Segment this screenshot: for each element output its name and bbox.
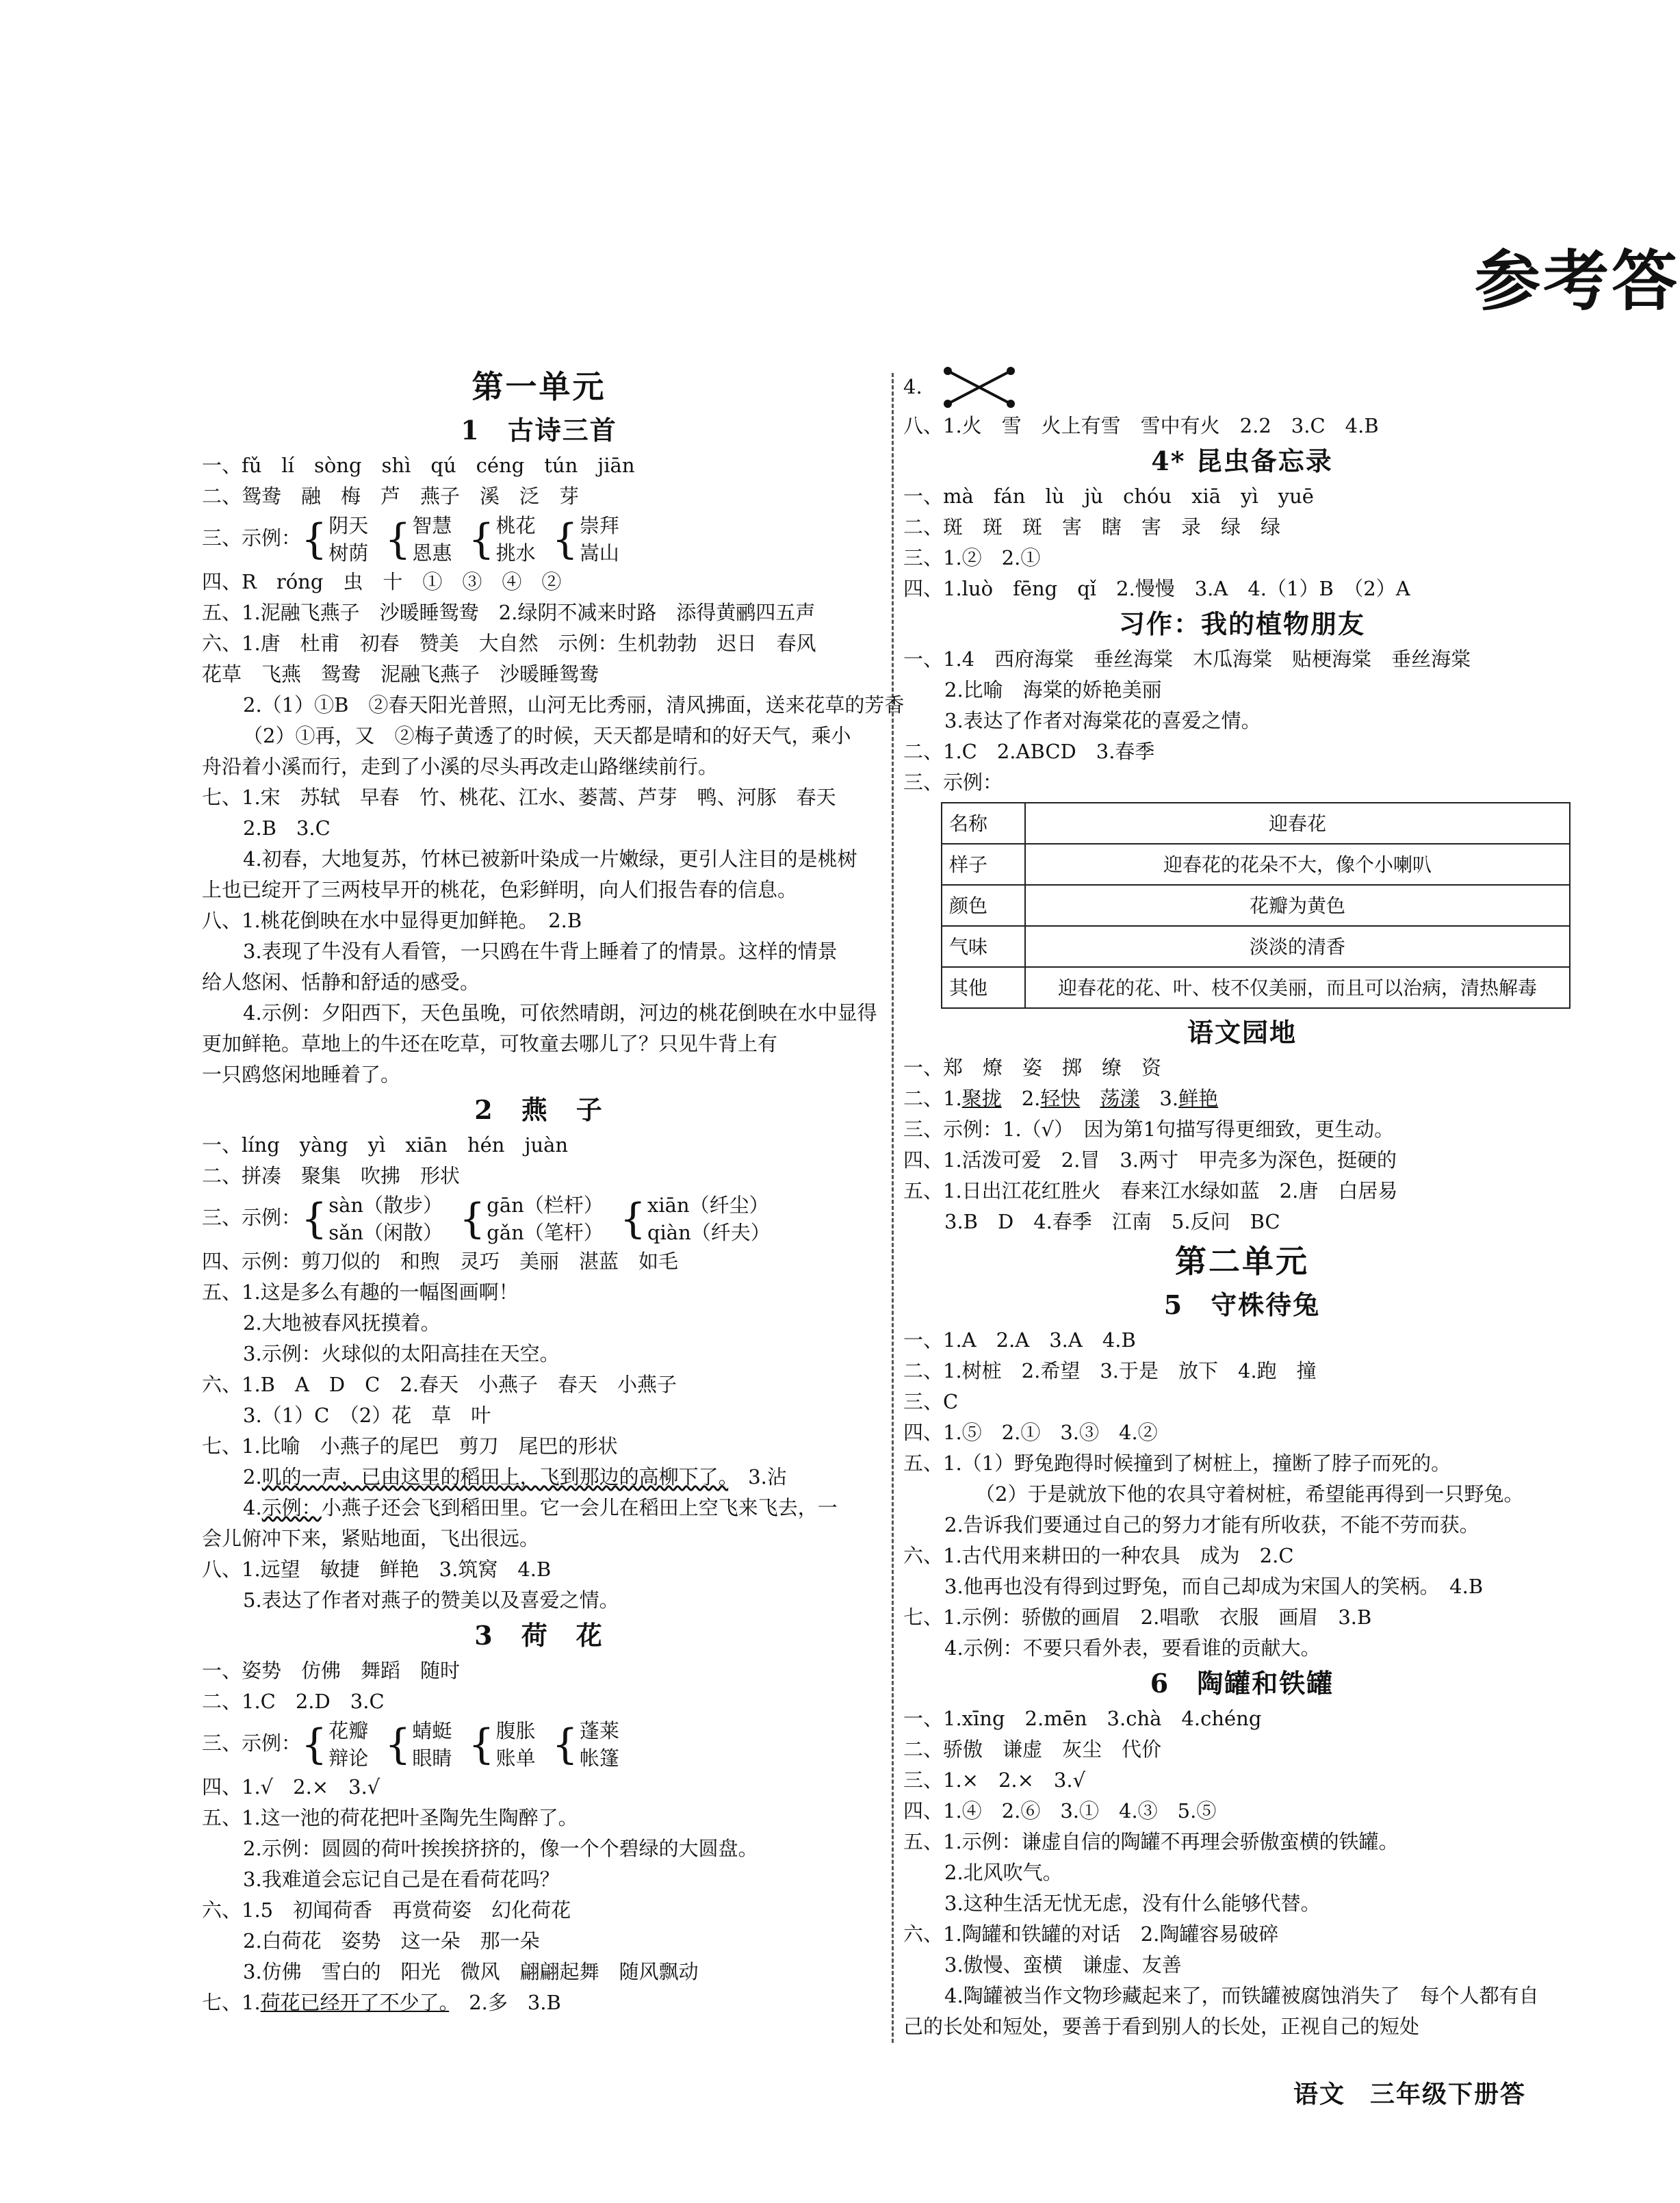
answer-part: 二、1. xyxy=(903,1087,962,1110)
answer-line: 4.初春，大地复苏，竹林已被新叶染成一片嫩绿，更引人注目的是桃树 xyxy=(243,847,857,871)
brace-word: 蜻蜓 xyxy=(412,1719,452,1742)
lesson-heading: 习作：我的植物朋友 xyxy=(1118,608,1365,639)
answer-line: 二、1.C 2.D 3.C xyxy=(202,1690,385,1713)
brace-word: 挑水 xyxy=(495,541,536,565)
answer-line: 一只鸥悠闲地睡着了。 xyxy=(202,1063,401,1086)
answer-line: 五、1.这一池的荷花把叶圣陶先生陶醉了。 xyxy=(202,1806,578,1829)
answer-line: 5.表达了作者对燕子的赞美以及喜爱之情。 xyxy=(243,1588,619,1612)
answer-line: 一、郑 燎 姿 掷 缭 资 xyxy=(903,1056,1162,1079)
answer-line: 六、1.唐 杜甫 初春 赞美 大自然 示例：生机勃勃 迟日 春风 xyxy=(202,632,816,655)
answer-line: 3.表达了作者对海棠花的喜爱之情。 xyxy=(944,709,1261,732)
table-row xyxy=(942,803,1570,844)
answer-line xyxy=(202,1462,876,1493)
answer-line: 二、1.C 2.ABCD 3.春季 xyxy=(903,740,1155,763)
table-value: 淡淡的清香 xyxy=(1025,926,1570,967)
answer-line: 舟沿着小溪而行，走到了小溪的尽头再改走山路继续前行。 xyxy=(202,755,719,778)
brace-word: 恩惠 xyxy=(412,541,452,565)
page-footer xyxy=(1293,2075,1551,2110)
answer-line: 六、1.陶罐和铁罐的对话 2.陶罐容易破碎 xyxy=(903,1922,1279,1946)
brace-group: { 蓬莱 帐篷 xyxy=(552,1717,619,1772)
left-column xyxy=(202,363,905,2018)
table-value: 迎春花 xyxy=(1025,803,1570,844)
answer-line: 三、示例：1.（√） 因为第1句描写得更细致，更生动。 xyxy=(903,1118,1395,1141)
answer-line xyxy=(903,1083,1581,1114)
page-title: 参考答 xyxy=(1475,243,1680,320)
brace-word: 嵩山 xyxy=(579,541,619,565)
column-divider xyxy=(892,373,894,2043)
answer-line: 3.他再也没有得到过野兔，而自己却成为宋国人的笑柄。 4.B xyxy=(944,1575,1484,1598)
answer-line: 五、1.泥融飞燕子 沙暖睡鸳鸯 2.绿阴不减来时路 添得黄鹂四五声 xyxy=(202,601,816,624)
answer-line: 一、姿势 仿佛 舞蹈 随时 xyxy=(202,1659,461,1682)
answer-line: 五、1.日出江花红胜火 春来江水绿如蓝 2.唐 白居易 xyxy=(903,1179,1398,1202)
answer-line: 一、1.4 西府海棠 垂丝海棠 木瓜海棠 贴梗海棠 垂丝海棠 xyxy=(903,647,1471,671)
brace-group: { 智慧 恩惠 xyxy=(385,512,452,567)
answer-line: 一、líng yàng yì xiān hén juàn xyxy=(202,1133,569,1157)
answer-line: 五、1.这是多么有趣的一幅图画啊！ xyxy=(202,1280,519,1304)
wavy-underlined-text: 示例： xyxy=(261,1496,322,1519)
answer-line: 五、1.（1）野兔跑得时候撞到了树桩上，撞断了脖子而死的。 xyxy=(903,1452,1451,1475)
answer-line: 六、1.5 初闻荷香 再赏荷姿 幻化荷花 xyxy=(202,1898,571,1922)
answer-line: 四、1.④ 2.⑥ 3.① 4.③ 5.⑤ xyxy=(903,1799,1217,1822)
footer-grade: 三年级下册答 xyxy=(1370,2080,1527,2109)
answer-line: 二、1.树桩 2.希望 3.于是 放下 4.跑 撞 xyxy=(903,1359,1317,1382)
answer-line: 一、fǔ lí sòng shì qú céng tún jiān xyxy=(202,454,635,477)
lesson-heading: 1 古诗三首 xyxy=(461,415,617,446)
table-row xyxy=(942,885,1570,926)
answer-line: 花草 飞燕 鸳鸯 泥融飞燕子 沙暖睡鸳鸯 xyxy=(202,662,599,686)
answer-line: 3.这种生活无忧无虑，没有什么能够代替。 xyxy=(944,1892,1321,1915)
answer-line-braces xyxy=(202,512,876,567)
underlined-text: 轻快 xyxy=(1040,1087,1081,1110)
brace-word: qiàn（纤夫） xyxy=(647,1221,771,1244)
brace-group: { xiān（纤尘） qiàn（纤夫） xyxy=(620,1191,771,1246)
answer-line: 2.北风吹气。 xyxy=(944,1861,1063,1884)
footer-subject: 语文 xyxy=(1293,2080,1346,2109)
brace-word: 账单 xyxy=(495,1747,536,1770)
answer-line: 一、mà fán lù jù chóu xiā yì yuē xyxy=(903,485,1314,508)
answer-line: 七、1.示例：骄傲的画眉 2.唱歌 衣服 画眉 3.B xyxy=(903,1606,1372,1629)
answer-line xyxy=(202,1987,876,2018)
underlined-text: 荡漾 xyxy=(1100,1087,1140,1110)
table-key: 样子 xyxy=(942,844,1025,885)
answer-line: 四、1.活泼可爱 2.冒 3.两寸 甲壳多为深色，挺硬的 xyxy=(903,1148,1397,1172)
answer-line: 己的长处和短处，要善于看到别人的长处，正视自己的短处 xyxy=(903,2015,1420,2038)
table-row xyxy=(942,967,1570,1008)
answer-line: 八、1.桃花倒映在水中显得更加鲜艳。 2.B xyxy=(202,909,582,932)
answer-part: 2. xyxy=(243,1465,262,1489)
matching-lines-icon xyxy=(942,364,1018,412)
answer-line: 三、C xyxy=(903,1390,959,1413)
answer-line: 2.B 3.C xyxy=(243,816,331,840)
answer-line: 三、示例： xyxy=(903,771,1003,794)
brace-word: 阴天 xyxy=(328,514,369,537)
brace-group: { 花瓣 辩论 xyxy=(301,1717,368,1772)
answer-line: 八、1.远望 敏捷 鲜艳 3.筑窝 4.B xyxy=(202,1558,552,1581)
answer-line: （2）于是就放下他的农具守着树桩，希望能再得到一只野兔。 xyxy=(975,1482,1524,1506)
table-row xyxy=(942,926,1570,967)
brace-group: { 蜻蜓 眼睛 xyxy=(385,1717,452,1772)
unit-heading: 第二单元 xyxy=(1175,1243,1309,1280)
answer-line: 二、鸳鸯 融 梅 芦 燕子 溪 泛 芽 xyxy=(202,485,580,508)
brace-group: { 桃花 挑水 xyxy=(468,512,535,567)
right-column xyxy=(903,363,1581,2042)
underlined-text: 聚拢 xyxy=(961,1087,1002,1110)
answer-line: 四、1.⑤ 2.① 3.③ 4.② xyxy=(903,1421,1158,1444)
table-row xyxy=(942,844,1570,885)
brace-word: 眼睛 xyxy=(412,1747,452,1770)
answer-part: 2. xyxy=(1001,1087,1041,1110)
answer-line: 3.表现了牛没有人看管，一只鸥在牛背上睡着了的情景。这样的情景 xyxy=(243,940,838,963)
brace-word: 辩论 xyxy=(328,1747,369,1770)
answer-part: 2.多 3.B xyxy=(449,1991,561,2014)
answer-line: 3.傲慢、蛮横 谦虚、友善 xyxy=(944,1953,1182,1976)
answer-line: 会儿俯冲下来，紧贴地面，飞出很远。 xyxy=(202,1527,540,1550)
brace-word: sǎn（闲散） xyxy=(328,1221,443,1244)
brace-group: { 阴天 树荫 xyxy=(301,512,368,567)
brace-word: sàn（散步） xyxy=(328,1194,443,1217)
answer-line: 五、1.示例：谦虚自信的陶罐不再理会骄傲蛮横的铁罐。 xyxy=(903,1830,1399,1853)
answer-prefix: 三、示例： xyxy=(202,1206,302,1229)
brace-word: 花瓣 xyxy=(328,1719,369,1742)
unit-heading: 第一单元 xyxy=(471,368,606,405)
brace-word: gǎn（笔杆） xyxy=(487,1221,604,1244)
answer-line: 三、1.× 2.× 3.√ xyxy=(903,1768,1086,1792)
answer-prefix: 三、示例： xyxy=(202,1731,302,1755)
answer-line: （2）①再，又 ②梅子黄透了的时候，天天都是晴和的好天气，乘小 xyxy=(243,724,851,747)
brace-word: 崇拜 xyxy=(579,514,619,537)
lesson-heading: 5 守株待兔 xyxy=(1163,1289,1321,1320)
answer-line: 2.大地被春风抚摸着。 xyxy=(243,1311,441,1335)
brace-word: 树荫 xyxy=(328,541,369,565)
underlined-text: 鲜艳 xyxy=(1178,1087,1219,1110)
brace-word: 帐篷 xyxy=(579,1747,619,1770)
answer-line: 3.（1）C （2）花 草 叶 xyxy=(243,1404,491,1427)
table-key: 气味 xyxy=(942,926,1025,967)
lesson-heading: 语文园地 xyxy=(1187,1017,1297,1048)
answer-line: 更加鲜艳。草地上的牛还在吃草，可牧童去哪儿了？只见牛背上有 xyxy=(202,1032,778,1055)
answer-line-braces xyxy=(202,1717,876,1772)
answer-part: 小燕子还会飞到稻田里。它一会儿在稻田上空飞来飞去，一 xyxy=(321,1496,838,1519)
answer-line: 六、1.B A D C 2.春天 小燕子 春天 小燕子 xyxy=(202,1373,677,1396)
answer-line: 七、1.宋 苏轼 早春 竹、桃花、江水、蒌蒿、芦芽 鸭、河豚 春天 xyxy=(202,786,836,809)
brace-word: gān（栏杆） xyxy=(487,1194,604,1217)
underlined-text: 荷花已经开了不少了。 xyxy=(260,1991,450,2014)
answer-line: 四、1.√ 2.× 3.√ xyxy=(202,1775,380,1799)
lesson-heading: 2 燕 子 xyxy=(474,1094,604,1125)
answer-line: 八、1.火 雪 火上有雪 雪中有火 2.2 3.C 4.B xyxy=(903,414,1379,437)
answer-prefix: 三、示例： xyxy=(202,526,302,550)
brace-word: 桃花 xyxy=(495,514,536,537)
table-value: 迎春花的花朵不大，像个小喇叭 xyxy=(1025,844,1570,885)
brace-group: { sàn（散步） sǎn（闲散） xyxy=(301,1191,443,1246)
answer-line: 4.示例：夕阳西下，天色虽晚，可依然晴朗，河边的桃花倒映在水中显得 xyxy=(243,1001,877,1025)
answer-line: 四、示例：剪刀似的 和煦 灵巧 美丽 湛蓝 如毛 xyxy=(202,1250,679,1273)
answer-line-braces xyxy=(202,1191,876,1246)
answer-line: 一、1.xīng 2.mēn 3.chà 4.chéng xyxy=(903,1707,1262,1730)
answer-line: 一、1.A 2.A 3.A 4.B xyxy=(903,1328,1136,1352)
wavy-underlined-text: 叽的一声，已由这里的稻田上，飞到那边的高柳下了。 xyxy=(261,1465,729,1489)
answer-part: 3.沾 xyxy=(728,1465,787,1489)
brace-word: xiān（纤尘） xyxy=(647,1194,769,1217)
answer-line: 七、1.比喻 小燕子的尾巴 剪刀 尾巴的形状 xyxy=(202,1434,618,1458)
answer-line: 2.（1）①B ②春天阳光普照，山河无比秀丽，清风拂面，送来花草的芳香 xyxy=(243,693,905,717)
answer-line: 4.示例：不要只看外表，要看谁的贡献大。 xyxy=(944,1636,1321,1660)
answer-prefix: 4. xyxy=(903,375,922,398)
lesson-heading: 4* 昆虫备忘录 xyxy=(1151,446,1333,476)
answer-line: 三、1.② 2.① xyxy=(903,546,1041,569)
answer-line xyxy=(202,1493,876,1523)
answer-part: 3. xyxy=(1139,1087,1179,1110)
brace-word: 蓬莱 xyxy=(579,1719,619,1742)
answer-line xyxy=(903,363,1581,411)
answer-line: 二、拼凑 聚集 吹拂 形状 xyxy=(202,1164,461,1187)
answer-line: 3.仿佛 雪白的 阳光 微风 翩翩起舞 随风飘动 xyxy=(243,1960,699,1983)
answer-line: 给人悠闲、恬静和舒适的感受。 xyxy=(202,970,480,994)
answer-line: 2.白荷花 姿势 这一朵 那一朵 xyxy=(243,1929,540,1953)
answer-line: 2.比喻 海棠的娇艳美丽 xyxy=(944,678,1162,701)
table-value: 花瓣为黄色 xyxy=(1025,885,1570,926)
answer-line: 上也已绽开了三两枝早开的桃花，色彩鲜明，向人们报告春的信息。 xyxy=(202,878,798,901)
brace-word: 智慧 xyxy=(412,514,452,537)
brace-word: 腹胀 xyxy=(495,1719,536,1742)
answer-line: 四、R róng 虫 十 ① ③ ④ ② xyxy=(202,570,562,593)
table-key: 颜色 xyxy=(942,885,1025,926)
answer-line: 3.B D 4.春季 江南 5.反问 BC xyxy=(944,1210,1280,1233)
answer-line: 四、1.luò fēng qǐ 2.慢慢 3.A 4.（1）B （2）A xyxy=(903,577,1410,600)
lesson-heading: 3 荷 花 xyxy=(474,1620,604,1651)
answer-line: 六、1.古代用来耕田的一种农具 成为 2.C xyxy=(903,1544,1294,1567)
plant-info-table xyxy=(941,802,1571,1009)
answer-line: 3.我难道会忘记自己是在看荷花吗？ xyxy=(243,1868,560,1891)
brace-group: { 崇拜 嵩山 xyxy=(552,512,619,567)
answer-line: 二、骄傲 谦虚 灰尘 代价 xyxy=(903,1738,1162,1761)
brace-group: { gān（栏杆） gǎn（笔杆） xyxy=(459,1191,604,1246)
answer-part: 4. xyxy=(243,1496,262,1519)
answer-line: 二、斑 斑 斑 害 瞎 害 录 绿 绿 xyxy=(903,515,1281,539)
table-key: 其他 xyxy=(942,967,1025,1008)
table-key: 名称 xyxy=(942,803,1025,844)
brace-group: { 腹胀 账单 xyxy=(468,1717,535,1772)
answer-line: 3.示例：火球似的太阳高挂在天空。 xyxy=(243,1342,560,1365)
answer-line: 2.示例：圆圆的荷叶挨挨挤挤的，像一个个碧绿的大圆盘。 xyxy=(243,1837,758,1860)
answer-line: 4.陶罐被当作文物珍藏起来了，而铁罐被腐蚀消失了 每个人都有自 xyxy=(944,1984,1539,2007)
answer-line: 2.告诉我们要通过自己的努力才能有所收获，不能不劳而获。 xyxy=(944,1513,1479,1536)
lesson-heading: 6 陶罐和铁罐 xyxy=(1150,1668,1334,1699)
table-value: 迎春花的花、叶、枝不仅美丽，而且可以治病，清热解毒 xyxy=(1025,967,1570,1008)
answer-part: 七、1. xyxy=(202,1991,261,2014)
answer-part xyxy=(1080,1087,1100,1110)
